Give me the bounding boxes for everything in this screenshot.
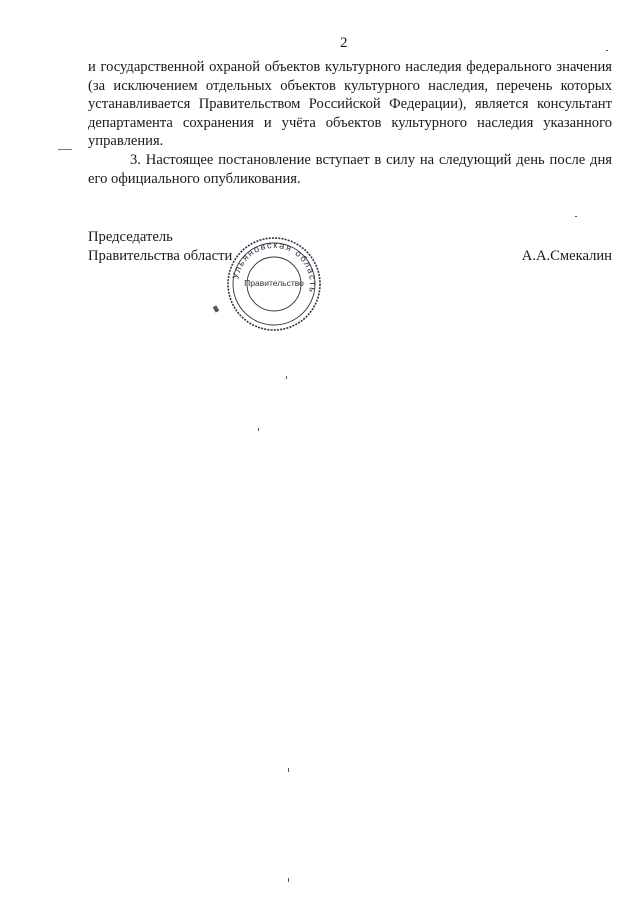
scan-speck <box>258 428 259 431</box>
scan-speck <box>288 768 289 772</box>
page-number: 2 <box>340 35 348 51</box>
official-seal-stamp <box>224 234 324 334</box>
signer-title-line-2: Правительства области <box>88 247 233 264</box>
signer-title-line-1: Председатель <box>88 229 173 245</box>
scan-speck <box>606 50 608 51</box>
seal-ring-text: Ульяновская область <box>230 239 319 295</box>
paragraph-continuation: и государственной охраной объектов культурного наследия федерального значения (за исключением отдельных объектов культурного наследия, перечень которых устанавливается Правительством Российской Федерации), является консультант департамента сохранения и учёта объектов культурного наследия указанного управления. <box>88 59 612 150</box>
document-body <box>88 58 612 188</box>
scan-speck <box>288 878 289 882</box>
margin-dash-mark <box>58 149 72 150</box>
signer-name: А.А.Смекалин <box>521 247 612 264</box>
scan-speck <box>213 305 219 312</box>
paragraph-item-3: 3. Настоящее постановление вступает в силу на следующий день после дня его официального опубликования. <box>88 151 612 187</box>
seal-center-text: Правительство <box>244 278 304 288</box>
scan-speck <box>286 376 287 379</box>
scan-speck <box>575 216 577 217</box>
